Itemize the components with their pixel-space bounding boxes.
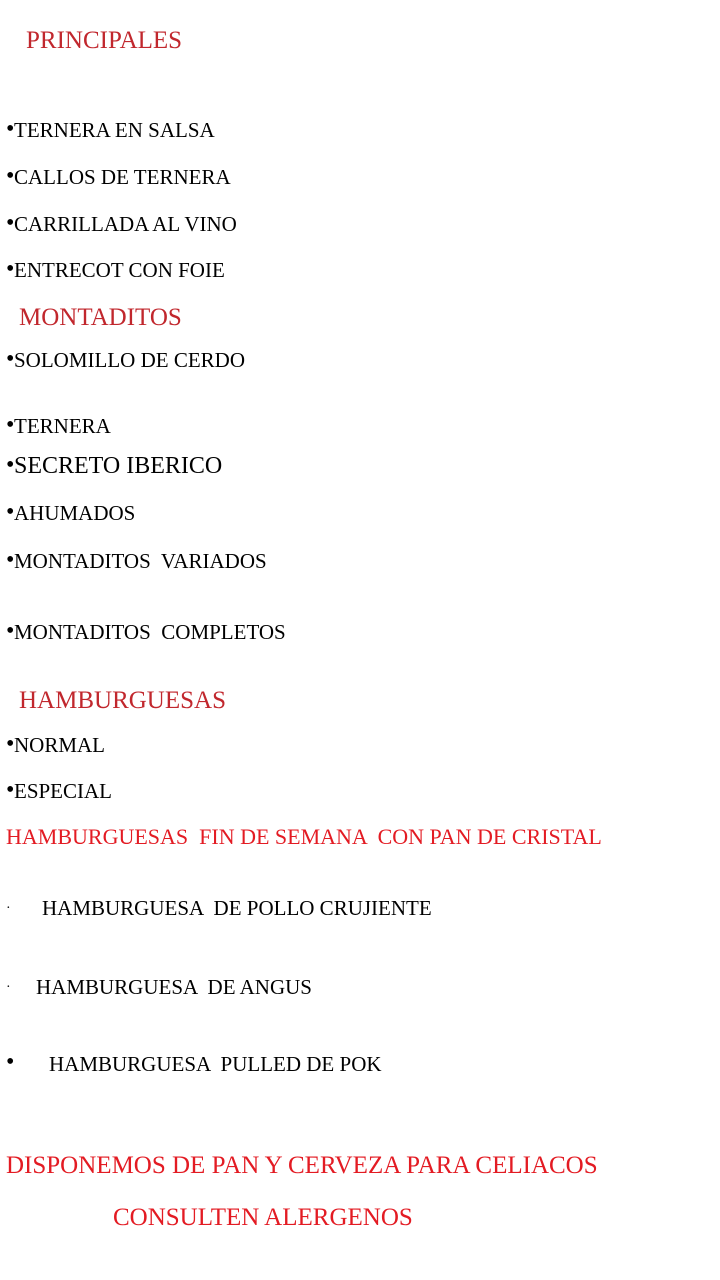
bullet-icon: • — [6, 163, 15, 189]
section-title-fin-de-semana: HAMBURGUESAS FIN DE SEMANA CON PAN DE CRISTAL — [6, 824, 602, 849]
menu-item: HAMBURGUESA DE POLLO CRUJIENTE — [42, 896, 432, 920]
menu-item: •SOLOMILLO DE CERDO — [6, 346, 245, 372]
alergenos-notice: CONSULTEN ALERGENOS — [113, 1204, 413, 1231]
section-title-hamburguesas: HAMBURGUESAS — [19, 687, 226, 714]
menu-item: •TERNERA EN SALSA — [6, 116, 215, 142]
menu-item: •ENTRECOT CON FOIE — [6, 256, 225, 282]
menu-item: •TERNERA — [6, 412, 111, 438]
menu-item: •CARRILLADA AL VINO — [6, 210, 237, 236]
bullet-icon: • — [6, 777, 15, 803]
menu-item: •MONTADITOS COMPLETOS — [6, 618, 286, 644]
bullet-icon: • — [6, 452, 15, 478]
bullet-icon: • — [6, 116, 15, 142]
menu-item: •SECRETO IBERICO — [6, 452, 223, 479]
menu-item: •AHUMADOS — [6, 499, 136, 525]
menu-item: HAMBURGUESA PULLED DE POK — [49, 1052, 382, 1076]
bullet-icon: • — [6, 731, 15, 757]
bullet-icon: · — [6, 980, 11, 995]
menu-item: HAMBURGUESA DE ANGUS — [36, 975, 312, 999]
celiacos-notice: DISPONEMOS DE PAN Y CERVEZA PARA CELIACOS — [6, 1152, 598, 1179]
bullet-icon: • — [6, 412, 15, 438]
menu-item: •MONTADITOS VARIADOS — [6, 547, 267, 573]
bullet-icon: · — [6, 901, 11, 916]
section-title-montaditos: MONTADITOS — [19, 304, 182, 331]
bullet-icon: • — [6, 210, 15, 236]
bullet-icon: • — [6, 618, 15, 644]
bullet-icon: • — [6, 346, 15, 372]
menu-item: •NORMAL — [6, 731, 106, 757]
section-title-principales: PRINCIPALES — [26, 27, 183, 54]
bullet-icon: • — [6, 499, 15, 525]
menu-item: •ESPECIAL — [6, 777, 113, 803]
bullet-icon: • — [6, 1049, 15, 1075]
menu-item: •CALLOS DE TERNERA — [6, 163, 231, 189]
bullet-icon: • — [6, 256, 15, 282]
bullet-icon: • — [6, 547, 15, 573]
